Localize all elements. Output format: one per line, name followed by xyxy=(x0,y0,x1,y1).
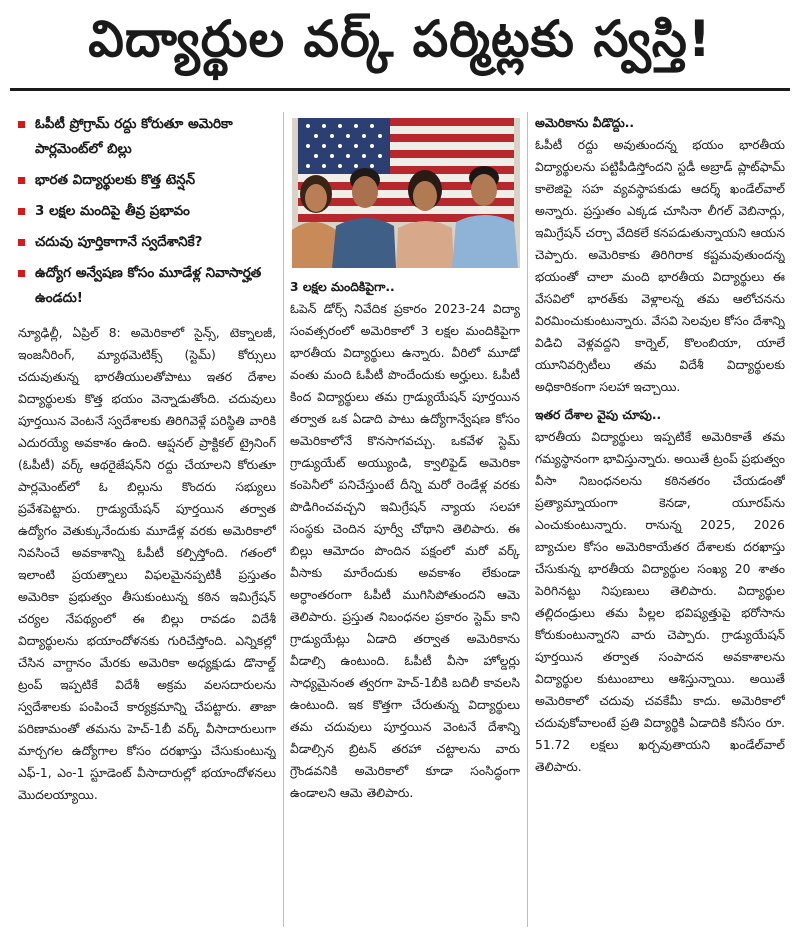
headline: విద్యార్థుల వర్క్ పర్మిట్లకు స్వస్తి! xyxy=(10,2,790,91)
highlights-list xyxy=(18,112,280,317)
highlight-item xyxy=(18,168,280,193)
highlight-item xyxy=(18,261,280,311)
article-paragraph: ఓపెన్ డోర్స్ నివేదిక ప్రకారం 2023-24 విద్యా సంవత్సరంలో అమెరికాలో 3 లక్షల మందికిపైగా భారతీయ విద్యార్థులు ఉన్నారు. వీరిలో మూడో వంతు మంది ఓపీటీ పొందేందుకు అర్హులు. ఓపీటీ కింద విద్యార్థులు తమ గ్రాడ్యుయేషన్ పూర్తయిన తర్వాత ఒక ఏడాది పాటు ఉద్యోగాన్వేషణ కోసం అమెరికాలోనే కొనసాగవచ్చు. ఒకవేళ స్టెమ్ గ్రాడ్యుయేట్ అయ్యుండి, క్వాలిఫైడ్ అమెరికా కంపెనీలో పనిచేస్తుంటే దీన్ని మరో రెండేళ్ల వరకు పొడిగించవచ్చని ఇమిగ్రేషన్ న్యాయ సలహా సంస్థకు చెందిన పూర్వీ చోథాని తెలిపారు. ఈ బిల్లు ఆమోదం పొందిన పక్షంలో మరో వర్క్ వీసాకు మారేందుకు అవకాశం లేకుండా అర్ధాంతరంగా ఓపీటీ ముగిసిపోతుందని ఆమె తెలిపారు. ప్రస్తుత నిబంధనల ప్రకారం స్టెమ్ కాని గ్రాడ్యుయేట్లు ఏడాది తర్వాత అమెరికాను వీడాల్సి ఉంటుంది. ఓపీటీ వీసా హోల్డర్లు సాధ్యమైనంత త్వరగా హెచ్-1బీకి బదిలీ కావలసి ఉంటుంది. ఇక కొత్తగా చేరుతున్న విద్యార్థులు తమ చదువులు పూర్తయిన వెంటనే దేశాన్ని వీడాల్సిన బ్రిటన్ తరహా చట్టాలను వారు గ్రౌండవనికి అమెరికాలో కూడా సంసిద్ధంగా ఉండాలని ఆమె తెలిపారు. xyxy=(290,302,520,800)
red-bullet-icon xyxy=(18,177,25,184)
highlight-text: 3 లక్షల మందిపై తీవ్ర ప్రభావం xyxy=(35,203,190,219)
red-bullet-icon xyxy=(18,239,25,246)
highlight-text: చదువు పూర్తికాగానే స్వదేశానికే? xyxy=(35,234,203,250)
article-paragraph: భారతీయ విద్యార్థులు ఇప్పటికే అమెరికాతే తమ గమ్యస్థానంగా భావిస్తున్నారు. అయితే ట్రంప్ ప్రభుత్వం వీసా నిబంధనలను కఠినతరం చేయడంతో ప్రత్యామ్నాయంగా కెనడా, యూరప్‌ను ఎంచుకుంటున్నారు. రానున్న 2025, 2026 బ్యాచుల కోసం అమెరికాయేతర దేశాలకు దరఖాస్తు చేసుకున్న భారతీయ విద్యార్థుల సంఖ్య 20 శాతం పెరిగినట్టు నిపుణులు తెలిపారు. విద్యార్థుల తల్లిదండ్రులు తమ పిల్లల భవిష్యత్తుపై భరోసాను కోరుకుంటున్నారని వారు చెప్పారు. గ్రాడ్యుయేషన్ పూర్తయిన తర్వాత సంపాదన అవకాశాలను విద్యార్థుల కుటుంబాలు ఆశిస్తున్నాయి. అయితే అమెరికాలో చదువు చవకేమీ కాదు. అమెరికాలో చదువుకోవాలంటే ప్రతి విద్యార్థికి ఏడాదికి కనీసం రూ. 51.72 లక్షలు ఖర్చవుతాయని ఖండేల్‌వాల్ తెలిపారు. xyxy=(535,430,785,774)
article-paragraph: న్యూఢిల్లీ, ఏప్రిల్ 8: అమెరికాలో సైన్స్, టెక్నాలజీ, ఇంజనీరింగ్, మ్యాథమెటిక్స్ (స్టెమ్) కోర్సులు చదువుతున్న భారతీయులతోపాటు ఇతర దేశాల విద్యార్థులకు కొత్త భయం వెన్నాడుతోంది. చదువులు పూర్తయిన వెంటనే స్వదేశాలకు తిరిగివెళ్లే పరిస్థితి వారికి ఎదురయ్యే అవకాశం ఉంది. ఆప్షనల్ ప్రాక్టికల్ ట్రైనింగ్ (ఓపీటీ) వర్క్ ఆథరైజేషన్‌ని రద్దు చేయాలని కోరుతూ పార్లమెంట్‌లో ఓ బిల్లును కొందరు సభ్యులు ప్రవేశపెట్టారు. గ్రాడ్యుయేషన్ పూర్తయిన తర్వాత ఉద్యోగం వెతుక్కునేందుకు మూడేళ్ల వరకు అమెరికాలో నివసించే అవకాశాన్ని ఓపీటీ కల్పిస్తోంది. గతంలో ఇలాంటి ప్రయత్నాలు విఫలమైనప్పటికీ ప్రస్తుతం అమెరికా ప్రభుత్వం తీసుకుంటున్న కఠిన ఇమిగ్రేషన్ చర్యల నేపథ్యంలో ఈ బిల్లు రావడం విదేశీ విద్యార్థులను భయాందోళనకు గురిచేస్తోంది. ఎన్నికల్లో చేసిన వాగ్దానం మేరకు అమెరికా అధ్యక్షుడు డొనాల్డ్ ట్రంప్ ఇప్పటికే విదేశీ అక్రమ వలసదారులను స్వదేశాలకు పంపించే కార్యక్రమాన్ని చేపట్టారు. తాజా పరిణామంతో తమను హెచ్-1బీ వర్క్ వీసాదారులుగా మార్చగల ఉద్యోగాల కోసం దరఖాస్తు చేసుకుంటున్న ఎఫ్-1, ఎం-1 స్టూడెంట్ వీసాదారుల్లో భయాందోళనలు మొదలయ్యాయి. xyxy=(18,326,276,802)
highlight-item xyxy=(18,199,280,224)
section-subhead: 3 లక్షల మందికిపైగా.. xyxy=(290,280,395,294)
news-photo xyxy=(292,118,520,268)
highlight-item xyxy=(18,230,280,255)
red-bullet-icon xyxy=(18,121,25,128)
article-column-1 xyxy=(18,322,276,925)
red-bullet-icon xyxy=(18,208,25,215)
column-divider xyxy=(527,112,528,927)
highlight-item xyxy=(18,112,280,162)
article-column-2 xyxy=(290,276,520,925)
red-bullet-icon xyxy=(18,270,25,277)
article-paragraph: ఓపీటీ రద్దు అవుతుందన్న భయం భారతీయ విద్యార్థులను పట్టిపీడిస్తోందని స్టడీ అబ్రాడ్ ప్లాట్‌ఫామ్ కాలెజిఫై సహ వ్యవస్థాపకుడు ఆదర్శ్ ఖండేల్‌వాల్ అన్నారు. ప్రస్తుతం ఎక్కడ చూసినా లీగల్ వెబినార్లు, ఇమిగ్రేషన్ చర్చా వేదికలే కనపడుతున్నాయని ఆయన చెప్పారు. అమెరికాకు తిరిగిరాక కష్టమవుతుందన్న భయంతో చాలా మంది భారతీయ విద్యార్థులు ఈ వేసవిలో భారత్‌కు వెళ్లాలన్న తమ ఆలోచనను విరమించుకుంటున్నారు. వేసవి సెలవుల కోసం దేశాన్ని విడిచి వెళ్లవద్దని కార్నెల్, కొలంబియా, యాలే యూనివర్సిటీలు తమ విదేశీ విద్యార్థులకు అధికారికంగా సలహా ఇచ్చాయి. xyxy=(535,138,785,394)
flag-students-illustration xyxy=(292,118,520,268)
highlight-text: ఓపీటీ ప్రోగ్రామ్ రద్దు కోరుతూ అమెరికా పార్లమెంట్‌లో బిల్లు xyxy=(35,116,233,157)
article-column-3 xyxy=(535,112,785,925)
column-divider xyxy=(283,112,284,927)
section-subhead: అమెరికాను వీడొద్దు.. xyxy=(535,116,635,130)
flag-canton xyxy=(298,118,390,174)
section-subhead: ఇతర దేశాల వైపు చూపు.. xyxy=(535,408,662,422)
highlight-text: ఉద్యోగ అన్వేషణ కోసం మూడేళ్ల నివాసార్హత ఉండదు! xyxy=(35,265,262,306)
highlight-text: భారత విద్యార్థులకు కొత్త టెన్షన్ xyxy=(35,172,196,188)
